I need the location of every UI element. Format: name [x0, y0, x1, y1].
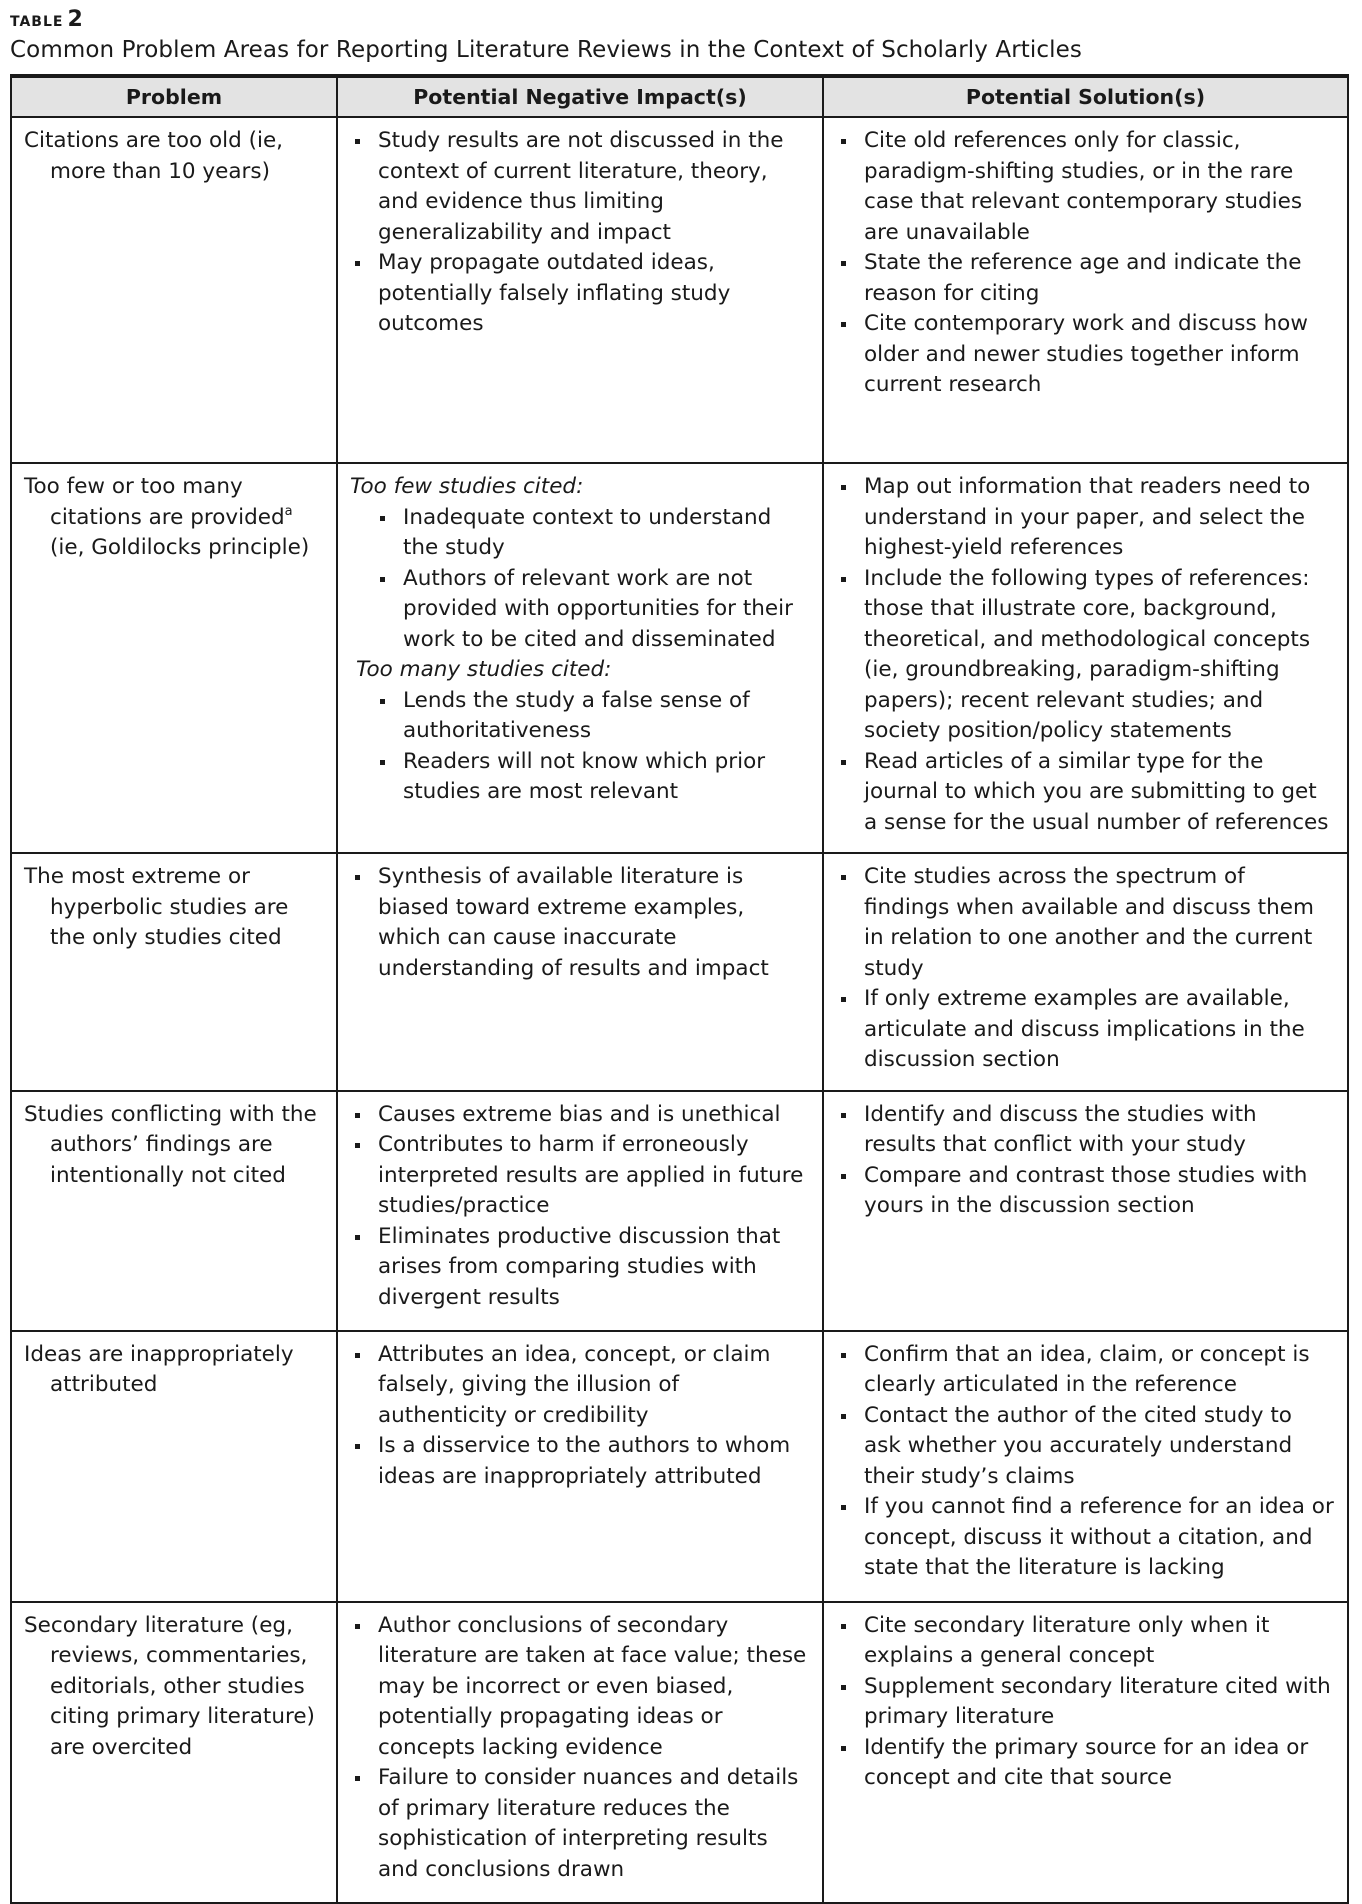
list-item: If only extreme examples are available, articulate and discuss implications in the discussion section — [836, 984, 1335, 1076]
problem-areas-table — [10, 74, 1349, 1904]
solution-cell — [823, 1331, 1348, 1602]
table-title: Common Problem Areas for Reporting Literature Reviews in the Context of Scholarly Articles — [10, 37, 1082, 63]
list-item: Contact the author of the cited study to ask whether you accurately understand their study’s claims — [836, 1401, 1335, 1493]
header-row — [11, 76, 1348, 117]
table-row — [11, 853, 1348, 1091]
problem-text: Studies conflicting with the authors’ findings are intentionally not cited — [24, 1101, 317, 1188]
impact-cell — [337, 1091, 823, 1331]
table-word: TABLE — [10, 14, 64, 30]
impact-group-label: Too many studies cited: — [356, 657, 612, 682]
problem-text: Citations are too old (ie, more than 10 years) — [24, 128, 284, 184]
impact-cell — [337, 1331, 823, 1602]
solution-list — [836, 1100, 1335, 1222]
solution-cell — [823, 463, 1348, 853]
table-row — [11, 463, 1348, 853]
impact-cell — [337, 1602, 823, 1903]
impact-list — [350, 503, 810, 656]
impact-group-label: Too few studies cited: — [350, 474, 584, 499]
list-item: Inadequate context to understand the study — [350, 503, 810, 564]
problem-text: Ideas are inappropriately attributed — [24, 1341, 294, 1397]
table-number: 2 — [67, 7, 83, 32]
impact-list — [350, 126, 810, 340]
list-item: Supplement secondary literature cited with primary literature — [836, 1672, 1335, 1733]
list-item: Synthesis of available literature is biased toward extreme examples, which can cause inaccurate understanding of results and impact — [350, 862, 810, 984]
problem-cell — [11, 1091, 337, 1331]
problem-cell — [11, 117, 337, 463]
list-item: Failure to consider nuances and details of primary literature reduces the sophistication of interpreting results and conclusions drawn — [350, 1763, 810, 1885]
list-item: Read articles of a similar type for the journal to which you are submitting to get a sense for the usual number of references — [836, 747, 1335, 839]
problem-cell — [11, 1331, 337, 1602]
impact-cell — [337, 463, 823, 853]
impact-cell — [337, 117, 823, 463]
list-item: Author conclusions of secondary literature are taken at face value; these may be incorrect or even biased, potentially propagating ideas or concepts lacking evidence — [350, 1611, 810, 1764]
list-item: Map out information that readers need to understand in your paper, and select the highest-yield references — [836, 472, 1335, 564]
solution-list — [836, 126, 1335, 401]
solution-cell — [823, 1091, 1348, 1331]
list-item: State the reference age and indicate the reason for citing — [836, 248, 1335, 309]
solution-cell — [823, 117, 1348, 463]
list-item: Compare and contrast those studies with yours in the discussion section — [836, 1161, 1335, 1222]
solution-list — [836, 862, 1335, 1076]
impact-list — [350, 862, 810, 984]
list-item: Cite old references only for classic, paradigm-shifting studies, or in the rare case that relevant contemporary studies are unavailable — [836, 126, 1335, 248]
list-item: Cite contemporary work and discuss how older and newer studies together inform current research — [836, 309, 1335, 401]
table-row — [11, 1602, 1348, 1903]
solution-cell — [823, 1602, 1348, 1903]
list-item: Lends the study a false sense of authoritativeness — [350, 686, 810, 747]
list-item: Causes extreme bias and is unethical — [350, 1100, 810, 1131]
list-item: May propagate outdated ideas, potentially falsely inflating study outcomes — [350, 248, 810, 340]
column-header-problem: Problem — [11, 76, 337, 117]
list-item: Include the following types of references: those that illustrate core, background, theoretical, and methodological concepts (ie, groundbreaking, paradigm-shifting papers); recent relevant studies; and society position/policy statements — [836, 564, 1335, 747]
column-header-impact: Potential Negative Impact(s) — [337, 76, 823, 117]
list-item: Cite studies across the spectrum of findings when available and discuss them in relation to one another and the current study — [836, 862, 1335, 984]
footnote-marker: a — [284, 503, 293, 519]
impact-list — [350, 1611, 810, 1886]
problem-cell — [11, 853, 337, 1091]
column-header-solution: Potential Solution(s) — [823, 76, 1348, 117]
problem-cell — [11, 1602, 337, 1903]
impact-list — [350, 686, 810, 808]
solution-list — [836, 472, 1335, 838]
list-item: If you cannot find a reference for an idea or concept, discuss it without a citation, and state that the literature is lacking — [836, 1492, 1335, 1584]
solution-list — [836, 1611, 1335, 1794]
list-item: Identify the primary source for an idea or concept and cite that source — [836, 1733, 1335, 1794]
page — [10, 0, 1350, 1882]
list-item: Is a disservice to the authors to whom ideas are inappropriately attributed — [350, 1431, 810, 1492]
list-item: Cite secondary literature only when it explains a general concept — [836, 1611, 1335, 1672]
solution-cell — [823, 853, 1348, 1091]
list-item: Identify and discuss the studies with results that conflict with your study — [836, 1100, 1335, 1161]
list-item: Readers will not know which prior studies are most relevant — [350, 747, 810, 808]
impact-list — [350, 1340, 810, 1493]
problem-cell — [11, 463, 337, 853]
list-item: Study results are not discussed in the context of current literature, theory, and evidence thus limiting generalizability and impact — [350, 126, 810, 248]
problem-text: The most extreme or hyperbolic studies are the only studies cited — [24, 864, 289, 950]
solution-list — [836, 1340, 1335, 1584]
problem-text — [24, 472, 324, 564]
list-item: Eliminates productive discussion that arises from comparing studies with divergent results — [350, 1222, 810, 1314]
problem-text-main: Too few or too many citations are provided — [24, 474, 285, 530]
table-row — [11, 1091, 1348, 1331]
impact-cell — [337, 853, 823, 1091]
table-row — [11, 1331, 1348, 1602]
list-item: Confirm that an idea, claim, or concept is clearly articulated in the reference — [836, 1340, 1335, 1401]
impact-list — [350, 1100, 810, 1314]
list-item: Authors of relevant work are not provided with opportunities for their work to be cited and disseminated — [350, 564, 810, 656]
problem-text-cont: (ie, Goldilocks principle) — [50, 535, 310, 560]
list-item: Contributes to harm if erroneously interpreted results are applied in future studies/practice — [350, 1130, 810, 1222]
table-label — [10, 9, 1350, 31]
table-row — [11, 117, 1348, 463]
list-item: Attributes an idea, concept, or claim falsely, giving the illusion of authenticity or credibility — [350, 1340, 810, 1432]
problem-text: Secondary literature (eg, reviews, commentaries, editorials, other studies citing primary literature) are overcited — [24, 1612, 315, 1760]
